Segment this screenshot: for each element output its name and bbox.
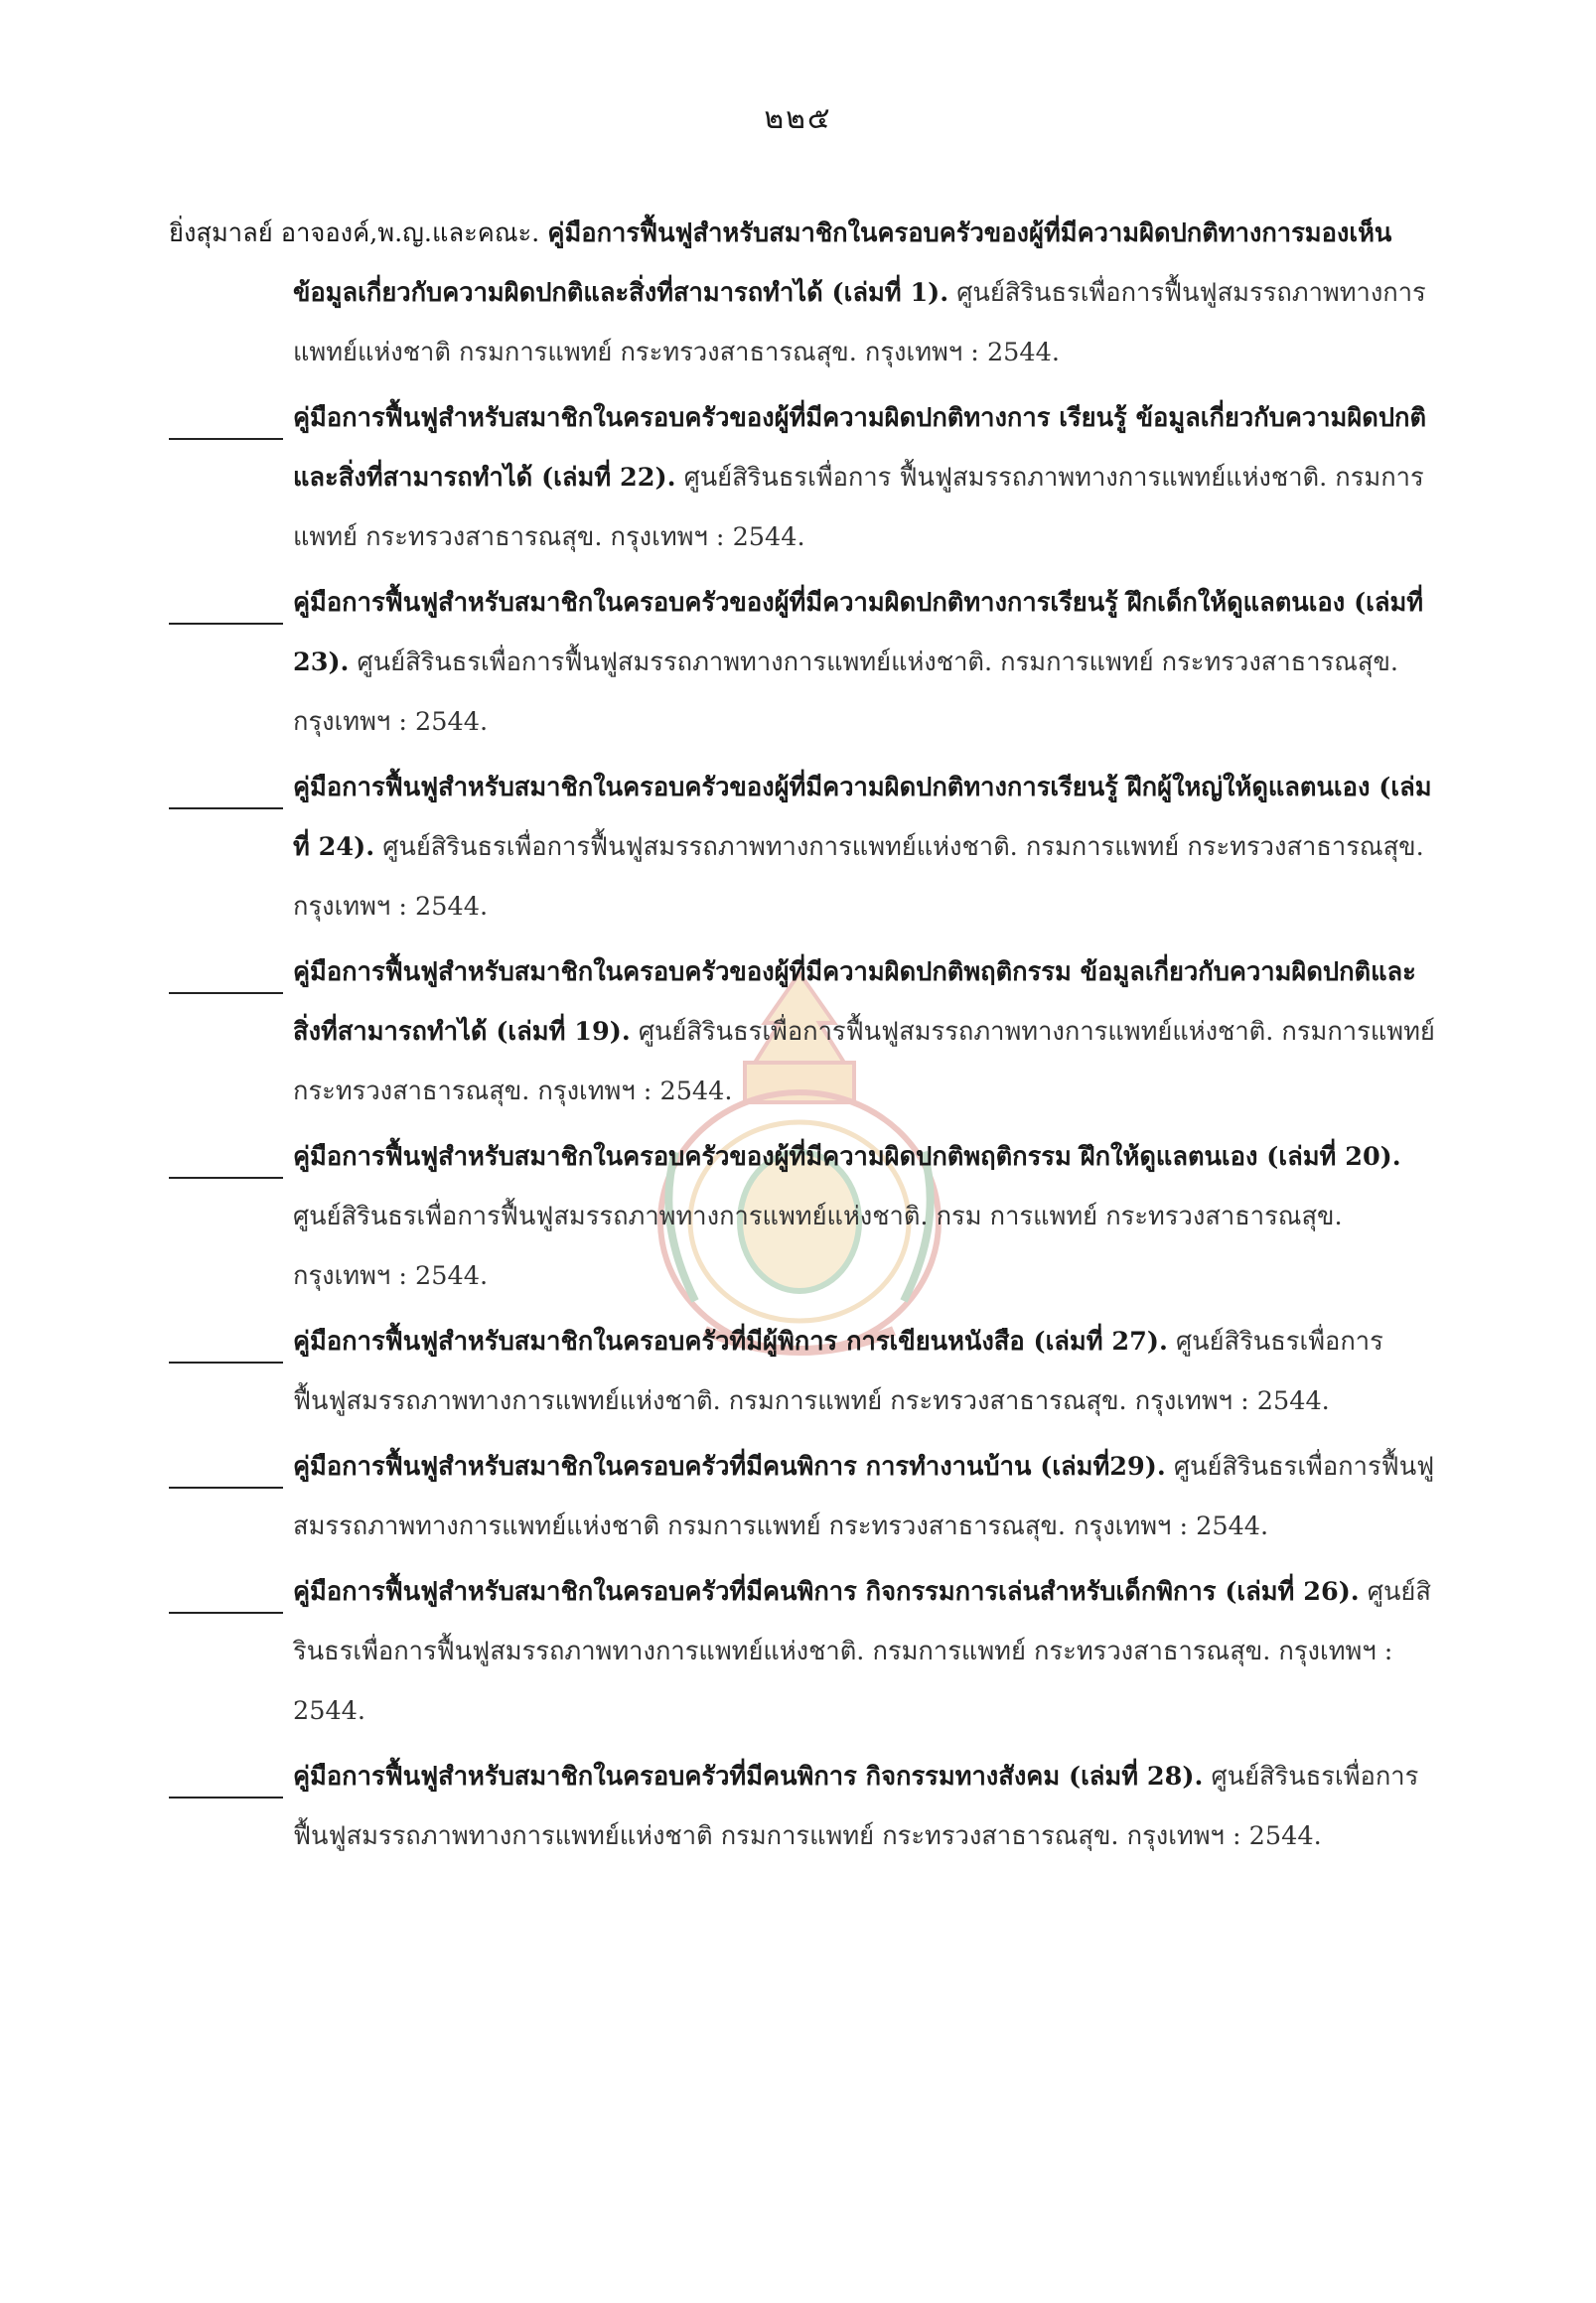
repeat-author-dash (169, 1362, 283, 1364)
reference-entry (169, 388, 1435, 567)
reference-publisher: ศูนย์สิรินธรเพื่อการฟื้นฟูสมรรถภาพทางการแพทย์แห่งชาติ. กรมการแพทย์ กระทรวงสาธารณสุข. กรุงเทพฯ : 2544. (293, 1327, 1383, 1416)
reference-title: คู่มือการฟื้นฟูสำหรับสมาชิกในครอบครัวของผู้ที่มีความผิดปกติทางการเรียนรู้ ฝึกผู้ใหญ่ให้ดูแลตนเอง (เล่มที่ 24). (293, 773, 1432, 862)
reference-title: คู่มือการฟื้นฟูสำหรับสมาชิกในครอบครัวของผู้ที่มีความผิดปกติทางการเรียนรู้ ฝึกเด็กให้ดูแลตนเอง (เล่มที่ 23). (293, 588, 1424, 677)
repeat-author-dash (169, 438, 283, 440)
repeat-author-dash (169, 1487, 283, 1489)
reference-title: คู่มือการฟื้นฟูสำหรับสมาชิกในครอบครัวของผู้ที่มีความผิดปกติทางการมองเห็น ข้อมูลเกี่ยวกับความผิดปกติและสิ่งที่สามารถทำได้ (เล่มที่ 1). (293, 218, 1392, 308)
repeat-author-dash (169, 807, 283, 809)
reference-publisher: ศูนย์สิรินธรเพื่อการฟื้นฟูสมรรถภาพทางการแพทย์แห่งชาติ. กรม การแพทย์ กระทรวงสาธารณสุข. กรุงเทพฯ : 2544. (293, 1202, 1343, 1291)
reference-title: คู่มือการฟื้นฟูสำหรับสมาชิกในครอบครัวของผู้ที่มีความผิดปกติพฤติกรรม ฝึกให้ดูแลตนเอง (เล่มที่ 20). (293, 1142, 1401, 1172)
reference-publisher: ศูนย์สิรินธรเพื่อการฟื้นฟูสมรรถภาพทางการแพทย์แห่งชาติ. กรมการแพทย์ กระทรวงสาธารณสุข. กรุงเทพฯ : 2544. (293, 1577, 1431, 1726)
reference-entry (169, 1562, 1435, 1741)
reference-publisher: ศูนย์สิรินธรเพื่อการฟื้นฟูสมรรถภาพทางการแพทย์แห่งชาติ. กรมการแพทย์ กระทรวงสาธารณสุข. กรุงเทพฯ : 2544. (293, 648, 1398, 737)
reference-entry (169, 1312, 1435, 1431)
reference-entry (169, 204, 1435, 382)
reference-entry (169, 1127, 1435, 1306)
reference-title: คู่มือการฟื้นฟูสำหรับสมาชิกในครอบครัวของผู้ที่มีความผิดปกติทางการ เรียนรู้ ข้อมูลเกี่ยวกับความผิดปกติและสิ่งที่สามารถทำได้ (เล่มที่ 22). (293, 403, 1427, 493)
reference-list (169, 204, 1435, 1872)
page-number: ๒๒๕ (764, 101, 832, 136)
repeat-author-dash (169, 1797, 283, 1799)
repeat-author-dash (169, 992, 283, 994)
reference-entry (169, 1437, 1435, 1556)
reference-title: คู่มือการฟื้นฟูสำหรับสมาชิกในครอบครัวที่มีคนพิการ กิจกรรมทางสังคม (เล่มที่ 28). (293, 1762, 1204, 1792)
reference-publisher: ศูนย์สิรินธรเพื่อการฟื้นฟูสมรรถภาพทางการแพทย์แห่งชาติ กรมการแพทย์ กระทรวงสาธารณสุข. กรุงเทพฯ : 2544. (293, 1762, 1419, 1851)
reference-publisher: ศูนย์สิรินธรเพื่อการฟื้นฟูสมรรถภาพทางการแพทย์แห่งชาติ กรมการแพทย์ กระทรวงสาธารณสุข. กรุงเทพฯ : 2544. (293, 278, 1426, 367)
reference-entry (169, 1747, 1435, 1866)
repeat-author-dash (169, 1177, 283, 1179)
reference-publisher: ศูนย์สิรินธรเพื่อการ ฟื้นฟูสมรรถภาพทางการแพทย์แห่งชาติ. กรมการแพทย์ กระทรวงสาธารณสุข. กรุงเทพฯ : 2544. (293, 463, 1424, 552)
reference-publisher: ศูนย์สิรินธรเพื่อการฟื้นฟูสมรรถภาพทางการแพทย์แห่งชาติ. กรมการแพทย์ กระทรวงสาธารณสุข. กรุงเทพฯ : 2544. (293, 1017, 1435, 1106)
repeat-author-dash (169, 623, 283, 625)
repeat-author-dash (169, 1612, 283, 1614)
reference-entry (169, 758, 1435, 936)
reference-title: คู่มือการฟื้นฟูสำหรับสมาชิกในครอบครัวที่มีผู้พิการ การเขียนหนังสือ (เล่มที่ 27). (293, 1327, 1168, 1357)
reference-title: คู่มือการฟื้นฟูสำหรับสมาชิกในครอบครัวที่มีคนพิการ การทำงานบ้าน (เล่มที่29). (293, 1452, 1166, 1482)
reference-entry (169, 573, 1435, 752)
reference-entry (169, 942, 1435, 1121)
reference-publisher: ศูนย์สิรินธรเพื่อการฟื้นฟูสมรรถภาพทางการแพทย์แห่งชาติ กรมการแพทย์ กระทรวงสาธารณสุข. กรุงเทพฯ : 2544. (293, 1452, 1435, 1541)
reference-title: คู่มือการฟื้นฟูสำหรับสมาชิกในครอบครัวของผู้ที่มีความผิดปกติพฤติกรรม ข้อมูลเกี่ยวกับความผิดปกติและสิ่งที่สามารถทำได้ (เล่มที่ 19). (293, 957, 1416, 1047)
reference-author: ยิ่งสุมาลย์ อาจองค์,พ.ญ.และคณะ. (169, 218, 540, 248)
reference-publisher: ศูนย์สิรินธรเพื่อการฟื้นฟูสมรรถภาพทางการแพทย์แห่งชาติ. กรมการแพทย์ กระทรวงสาธารณสุข. กรุงเทพฯ : 2544. (293, 832, 1424, 922)
reference-title: คู่มือการฟื้นฟูสำหรับสมาชิกในครอบครัวที่มีคนพิการ กิจกรรมการเล่นสำหรับเด็กพิการ (เล่มที่ 26). (293, 1577, 1360, 1607)
